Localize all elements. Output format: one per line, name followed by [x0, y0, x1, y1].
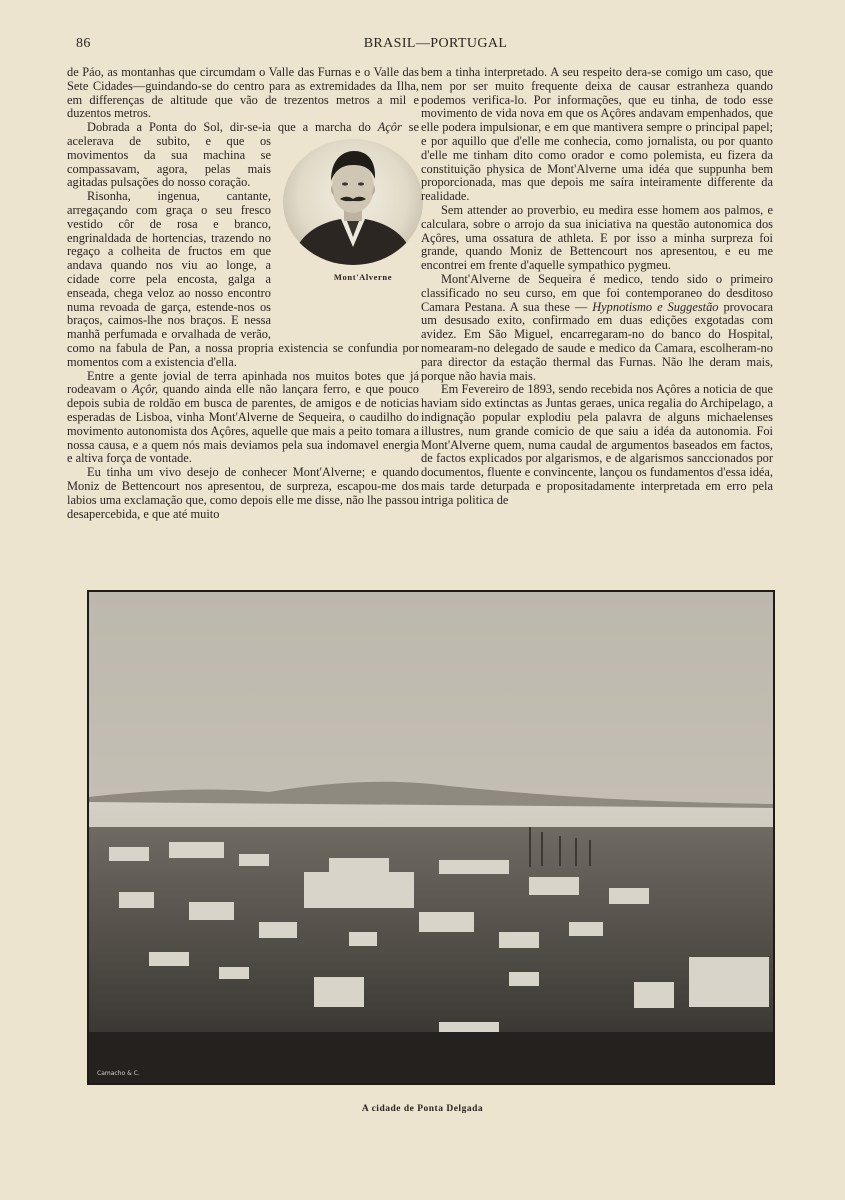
page-number: 86	[76, 36, 91, 51]
paragraph: Eu tinha um vivo desejo de conhecer Mont'Alverne; e quando Moniz de Bettencourt nos apresentou, de surpreza, escapou-me dos labios uma exclamação que, como depois elle me disse, não lhe passou desapercebida, e que até muito	[67, 465, 419, 521]
paragraph: Mont'Alverne de Sequeira é medico, tendo sido o primeiro classificado no seu curso, em que foi contemporaneo do desditoso Camara Pestana. A sua these — Hypnotismo e Suggestão provocara um desusado exito, confirmado em duas edições exgotadas com avidez. Em São Miguel, encarregaram-no do banco do Hospital, nomearam-no delegado de saude e medico da Camara, escolheram-no para director da estação thermal das Furnas. Não lhe deram mais, porque não havia mais.	[421, 271, 773, 383]
portrait-figure	[275, 137, 425, 339]
photo-caption: A cidade de Ponta Delgada	[361, 1104, 484, 1114]
paragraph: Dobrada a Ponta do Sol, dir-se-ia que a marcha do Açôr Mont'Alverne se acelerava de subito, e que os movimentos da sua machina se compassavam, agora, pelas mais agitadas pulsações do nosso coração.	[67, 121, 419, 190]
photo-credit: Camacho & C.	[97, 1070, 140, 1077]
right-column	[421, 66, 773, 508]
page-header	[76, 36, 785, 54]
paragraph: de Páo, as montanhas que circumdam o Valle das Furnas e o Valle das Sete Cidades—guindando-se do centro para as extremidades da Ilha, em differenças de altitude que vão de trezentos metros a mil e duzentos metros.	[67, 65, 419, 121]
portrait-caption: Mont'Alverne	[333, 271, 393, 282]
left-column	[67, 66, 419, 521]
paragraph: Entre a gente jovial de terra apinhada nos muitos botes que já rodeavam o Açôr, quando ainda elle não lançara ferro, e que pouco depois subia de roldão em busca de parentes, de amigos e de noticias esperadas de Lisboa, vinha Mont'Alverne de Sequeira, o caudilho do movimento autonomista dos Açôres, aquelle que mais a peito tomara a nossa causa, e a quem nós mais deviamos pela sua indomavel energia e altiva força de vontade.	[67, 368, 419, 466]
paragraph: Sem attender ao proverbio, eu medira esse homem aos palmos, e calculara, sobre o arrojo da sua iniciativa na questão autonomica dos Açôres, uma ossatura de athleta. E por isso a minha surpreza foi grande, quando Moniz de Bettencourt nos apresentou, e eu me encontrei em frente d'aquelle sympathico pygmeu.	[421, 202, 773, 273]
city-photograph	[87, 590, 775, 1085]
running-title: BRASIL—PORTUGAL	[363, 36, 508, 51]
paragraph: Em Fevereiro de 1893, sendo recebida nos Açôres a noticia de que haviam sido extinctas as Juntas geraes, unica regalia do Archipelago, a indignação popular explodiu pela palavra de alguns michaelenses illustres, num grande comicio de que saiu a idéa da autonomia. Foi Mont'Alverne quem, numa caudal de argumentos baseados em factos, de factos explicados por algarismos, e de algarismos sanccionados por documentos, fluente e convincente, lançou os fundamentos d'essa idéa, mais tarde deturpada e propositadamente interpretada em erro pela intriga politica de	[421, 382, 773, 507]
paragraph: Risonha, ingenua, cantante, arregaçando com graça o seu fresco vestido côr de rosa e branco, engrinaldada de hortencias, trazendo no regaço a colheita de fructos em que andava quando nos viu ao longe, a cidade corre pela encosta, galga a enseada, chega veloz ao nosso encontro numa revoada de garça, estende-nos os braços, caimos-lhe nos braços. E nessa manhã perfumada e orvalhada de verão, como na fabula de Pan, a nossa propria existencia se confundia por momentos com a existencia d'ella.	[67, 189, 419, 369]
portrait-photo	[283, 139, 423, 265]
paragraph: bem a tinha interpretado. A seu respeito dera-se comigo um caso, que nem por ser muito frequente deixa de causar estranheza quando podemos verifica-lo. Por informações, que eu tinha, de todo esse movimento de vida nova em que os Açôres andavam empenhados, que elle podera impulsionar, e em que mantivera sempre o principal papel; e por aquillo que d'elle me conhecia, como jornalista, ou por quanto d'elle me tinham dito como orador e como polemista, eu fizera da constituição physica de Mont'Alverne uma idéa que suppunha bem proporcionada, mas que depois me saíra inteiramente differente da realidade.	[421, 65, 773, 204]
